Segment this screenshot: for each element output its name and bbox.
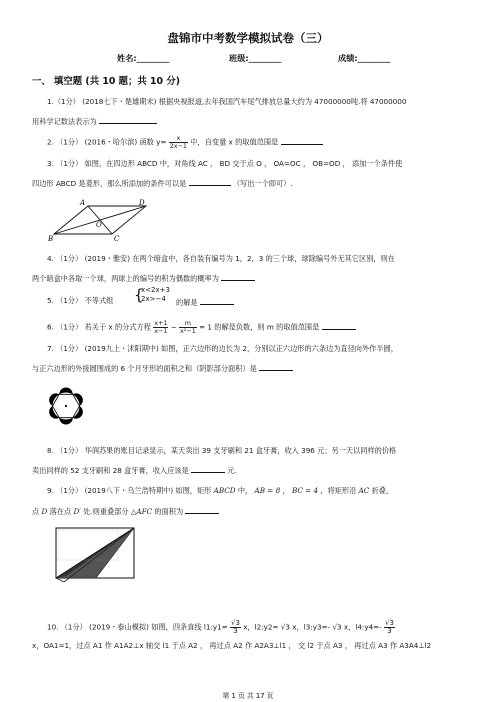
q10-den-2: 3 — [387, 627, 392, 635]
q6-text: 6. （1分） 若关于 x 的分式方程 — [47, 322, 151, 332]
name-field: 姓名:________ — [117, 53, 170, 63]
q1-text: 用科学记数法表示为 — [32, 117, 97, 126]
q3-line1: 3. （1分） 如图，在四边形 ABCD 中，对角线 AC ， BD 交于点 O ， OA=OC ， OB=OD ， 添加一个条件使 — [47, 159, 403, 168]
q7-blank — [259, 362, 293, 371]
q3-label-o: O — [96, 221, 102, 229]
q8-text-c: 元. — [227, 466, 237, 475]
q3-label-d: D — [139, 199, 145, 207]
q6-fraction-2 — [179, 320, 197, 335]
q3-label-b: B — [48, 235, 54, 243]
q5-brace: { — [134, 286, 144, 304]
q5-line — [47, 296, 113, 306]
q6-numerator-2: m — [179, 320, 197, 328]
q3-line2 — [32, 177, 293, 189]
q6-denominator-2: x²−1 — [180, 327, 196, 335]
q9-ab: AB = 8 — [254, 486, 281, 495]
q3-text-b: 四边形 ABCD 是菱形，那么所添加的条件可以是 — [32, 179, 187, 188]
q9-mid1: 中， — [237, 486, 253, 495]
q10-fraction-2 — [384, 620, 395, 635]
q5-inequality-1: x<2x+3 — [141, 286, 170, 294]
q5-text-b: 的解是 — [176, 298, 198, 307]
q9-blank — [185, 505, 219, 514]
q9-mid2: ，将矩形沿 — [320, 486, 357, 495]
q7-hexagon-figure — [36, 379, 96, 433]
q10-fraction-1 — [230, 620, 241, 635]
q4-line1: 4. （1分） (2019・雅安) 在两个暗盒中，各自装有编号为 1，2，3 的三个球，球除编号外无其它区别，则在 — [47, 254, 395, 263]
q4-blank — [221, 272, 255, 281]
q6-text-b: 的解是负数，则 m 的取值范围是 — [214, 322, 320, 332]
q9-dprime: D′ — [73, 507, 81, 516]
q6-line — [47, 320, 356, 335]
q6-equals: = 1 — [199, 322, 212, 332]
q10-sqrt3-3: √3 — [332, 622, 342, 632]
q10-line1 — [47, 620, 395, 635]
q6-numerator-1: x+1 — [154, 319, 168, 327]
q10-den-1: 3 — [233, 627, 238, 635]
q9-b2: 落在点 — [49, 507, 72, 516]
q3-parallelogram-figure — [44, 196, 156, 244]
q8-line2 — [32, 464, 237, 476]
q9-bc: BC = 4 — [291, 486, 319, 495]
q8-line1: 8. （1分） 华润苏果的账目记录显示，某天卖出 39 支牙刷和 21 盒牙膏，收入 396 元；另一天以同样的价格 — [47, 446, 397, 455]
q3-label-a: A — [80, 199, 86, 207]
q2-fraction — [169, 135, 188, 150]
q2-line — [47, 135, 323, 150]
q5-inequality-system — [134, 286, 170, 304]
q2-text-b: 中，自变量 x 的取值范围是 — [190, 137, 279, 147]
q10-sqrt3-4: √3 — [385, 619, 394, 627]
q6-fraction-1 — [153, 320, 168, 335]
score-field: 成绩:________ — [338, 53, 391, 63]
q8-text-b: 卖出同样的 52 支牙刷和 28 盒牙膏，收入应该是 — [32, 466, 189, 475]
q3-label-c: C — [114, 235, 120, 243]
q10-text-a: 10. （1分） (2019・泰山模拟) 如图，四条直线 l1:y1= — [47, 622, 228, 632]
q2-denominator: 2x−1 — [169, 142, 188, 150]
q7-line2 — [32, 362, 293, 374]
q9-b1: 点 — [32, 507, 40, 516]
q3-blank — [189, 177, 231, 186]
q2-blank — [281, 136, 323, 145]
q3-text-c: （写出一个即可）. — [232, 179, 293, 188]
q9-text: 9. （1分） (2019八下・乌兰浩特期中) 如图，矩形 — [47, 486, 212, 495]
q9-ac: AC — [358, 486, 370, 495]
page-title: 盘锦市中考数学模拟试卷（三） — [167, 31, 329, 45]
q10-line2: x，OA1=1，过点 A1 作 A1A2⊥x 轴交 l1 于点 A2 ， 再过点 A2 作 A2A3⊥l1 ， 交 l2 于点 A3 ， 再过点 A3 作 A3A4⊥l2 — [32, 641, 432, 650]
q9-d: D — [41, 507, 48, 516]
class-field: 班级:________ — [229, 53, 282, 63]
q9-comma: ， — [282, 486, 290, 495]
q10-sqrt3-1: √3 — [231, 619, 240, 627]
page-footer: 第 1 页 共 17 页 — [222, 692, 274, 700]
q9-b3: 处.则重叠部分 — [83, 507, 129, 516]
q7-line1: 7. （1分） (2019九上・沭阳期中) 如图，正六边形的边长为 2，分别以正六边形的六条边为直径向外作半圆， — [47, 344, 398, 353]
q1-line1: 1.（1分） (2018七下・楚雄期末) 根据央视报道,去年我国汽车尾气排放总量大约为 47000000吨.将 47000000 — [47, 97, 407, 106]
q6-minus: − — [170, 322, 177, 332]
q9-line1 — [47, 486, 393, 496]
q9-afc: △AFC — [130, 507, 153, 516]
q9-abcd: ABCD — [213, 486, 236, 495]
q5-tail — [176, 296, 234, 308]
q5-blank — [200, 296, 234, 305]
q9-b4: 的面积为 — [154, 507, 184, 516]
q5-text: 5. （1分） 不等式组 — [47, 296, 114, 305]
q4-text-b: 两个暗盒中各取一个球，两球上的编号的积为偶数的概率为 — [32, 274, 219, 283]
q10-text-b: x，l2:y2= — [243, 622, 279, 632]
q9-rectangle-figure — [42, 524, 142, 586]
q8-blank — [191, 464, 225, 473]
q10-text-d: x，l4:y4=- — [343, 622, 382, 632]
q10-text-c: x，l3:y3=- — [292, 622, 331, 632]
q6-blank — [322, 321, 356, 330]
q6-denominator-1: x−1 — [154, 327, 168, 335]
q9-line2 — [32, 505, 219, 517]
section-heading: 一、 填空题 (共 10 题；共 10 分) — [32, 76, 180, 87]
q1-blank — [99, 115, 157, 124]
q2-text: 2. （1分） (2016・哈尔滨) 函数 y= — [47, 137, 167, 147]
q5-inequality-2: 2x>−4 — [141, 295, 166, 303]
q10-sqrt3-2: √3 — [280, 622, 290, 632]
q4-line2 — [32, 272, 255, 284]
q2-numerator: x — [169, 135, 188, 143]
q7-text-b: 与正六边形的外接圆围成的 6 个月牙形的面积之和（阴影部分面积）是 — [32, 364, 257, 373]
q1-line2 — [32, 115, 157, 127]
q9-mid3: 折叠， — [371, 486, 394, 495]
